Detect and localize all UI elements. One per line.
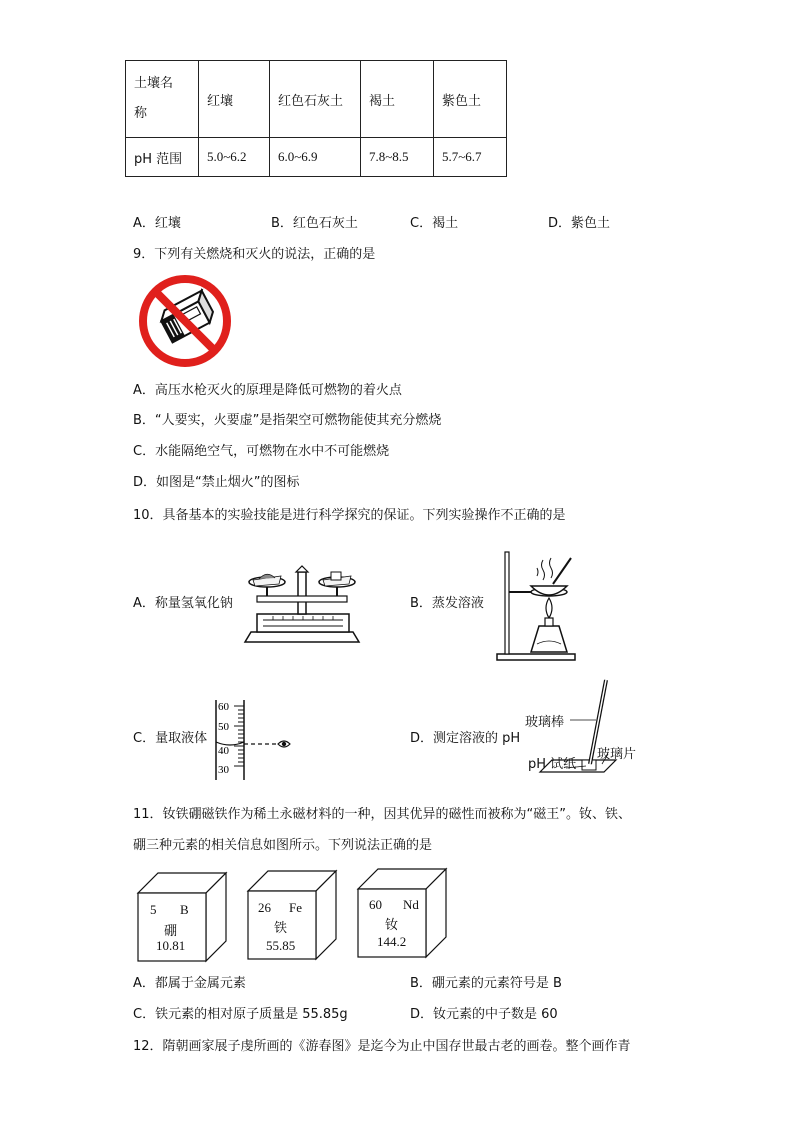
q11-stem-line1: 11．钕铁硼磁铁作为稀土永磁材料的一种，因其优异的磁性而被称为“磁王”。钕、铁、: [133, 807, 632, 822]
q9-option-a[interactable]: A．高压水枪灭火的原理是降低可燃物的着火点: [133, 383, 402, 398]
ph-range-cell: 6.0~6.9: [270, 138, 361, 177]
label-ph-paper: pH 试纸: [528, 757, 577, 772]
q9-option-d[interactable]: D．如图是“禁止烟火”的图标: [133, 475, 300, 490]
q10-option-a[interactable]: A．称量氢氧化钠: [133, 596, 233, 611]
boron-symbol: B: [180, 902, 189, 917]
cylinder-tick-40: 40: [218, 745, 229, 757]
label-glass-rod: 玻璃棒: [525, 715, 565, 730]
cylinder-tick-30: 30: [218, 764, 229, 776]
q11-option-a[interactable]: A．都属于金属元素: [133, 976, 246, 991]
iron-symbol: Fe: [289, 900, 302, 915]
cylinder-tick-50: 50: [218, 721, 229, 733]
iron-mass: 55.85: [266, 938, 296, 953]
soil-name-cell: 褐土: [361, 61, 434, 138]
header-label-line1: 土壤名: [134, 76, 174, 91]
neodymium-number: 60: [369, 897, 382, 912]
boron-name: 硼: [164, 924, 178, 939]
q9-option-b[interactable]: B．“人要实，火要虚”是指架空可燃物能使其充分燃烧: [133, 413, 442, 428]
label-glass-plate: 玻璃片: [597, 747, 637, 762]
q8-option-d[interactable]: D．紫色土: [548, 216, 611, 231]
neodymium-mass: 144.2: [377, 934, 407, 949]
q9-option-c[interactable]: C．水能隔绝空气，可燃物在水中不可能燃烧: [133, 444, 390, 459]
boron-number: 5: [150, 902, 157, 917]
q10-option-c[interactable]: C．量取液体: [133, 731, 208, 746]
q11-option-c[interactable]: C．铁元素的相对原子质量是 55.85g: [133, 1007, 348, 1022]
neodymium-name: 钕: [385, 918, 399, 933]
q10-stem: 10．具备基本的实验技能是进行科学探究的保证。下列实验操作不正确的是: [133, 508, 566, 523]
evaporation-setup-icon: [493, 548, 581, 662]
balance-scale-icon: [243, 562, 361, 644]
iron-number: 26: [258, 900, 271, 915]
soil-name-cell: 红壤: [199, 61, 270, 138]
q10-option-b[interactable]: B．蒸发溶液: [410, 596, 484, 611]
soil-ph-table: [125, 60, 507, 177]
no-fire-sign-icon: [138, 274, 232, 368]
soil-name-cell: 紫色土: [434, 61, 507, 138]
q9-stem: 9．下列有关燃烧和灭火的说法，正确的是: [133, 247, 376, 262]
q11-option-d[interactable]: D．钕元素的中子数是 60: [410, 1007, 558, 1022]
q12-stem: 12．隋朝画家展子虔所画的《游春图》是迄今为止中国存世最古老的画卷。整个画作青: [133, 1039, 631, 1054]
graduated-cylinder-icon: [210, 698, 300, 782]
q8-option-a[interactable]: A．红壤: [133, 216, 181, 231]
table-header-cell: [126, 61, 199, 138]
q11-option-b[interactable]: B．硼元素的元素符号是 B: [410, 976, 562, 991]
ph-range-cell: 7.8~8.5: [361, 138, 434, 177]
row-label-cell: pH 范围: [126, 138, 199, 177]
header-label-line2: 称: [134, 106, 148, 121]
q8-option-c[interactable]: C．褐土: [410, 216, 459, 231]
ph-range-cell: 5.7~6.7: [434, 138, 507, 177]
q11-stem-line2: 硼三种元素的相关信息如图所示。下列说法正确的是: [133, 838, 433, 853]
boron-mass: 10.81: [156, 938, 186, 953]
q10-option-d[interactable]: D．测定溶液的 pH: [410, 731, 521, 746]
soil-name-cell: 红色石灰土: [270, 61, 361, 138]
ph-range-cell: 5.0~6.2: [199, 138, 270, 177]
cylinder-tick-60: 60: [218, 701, 229, 713]
q8-option-b[interactable]: B．红色石灰土: [271, 216, 358, 231]
neodymium-symbol: Nd: [403, 897, 419, 912]
iron-name: 铁: [274, 921, 288, 936]
